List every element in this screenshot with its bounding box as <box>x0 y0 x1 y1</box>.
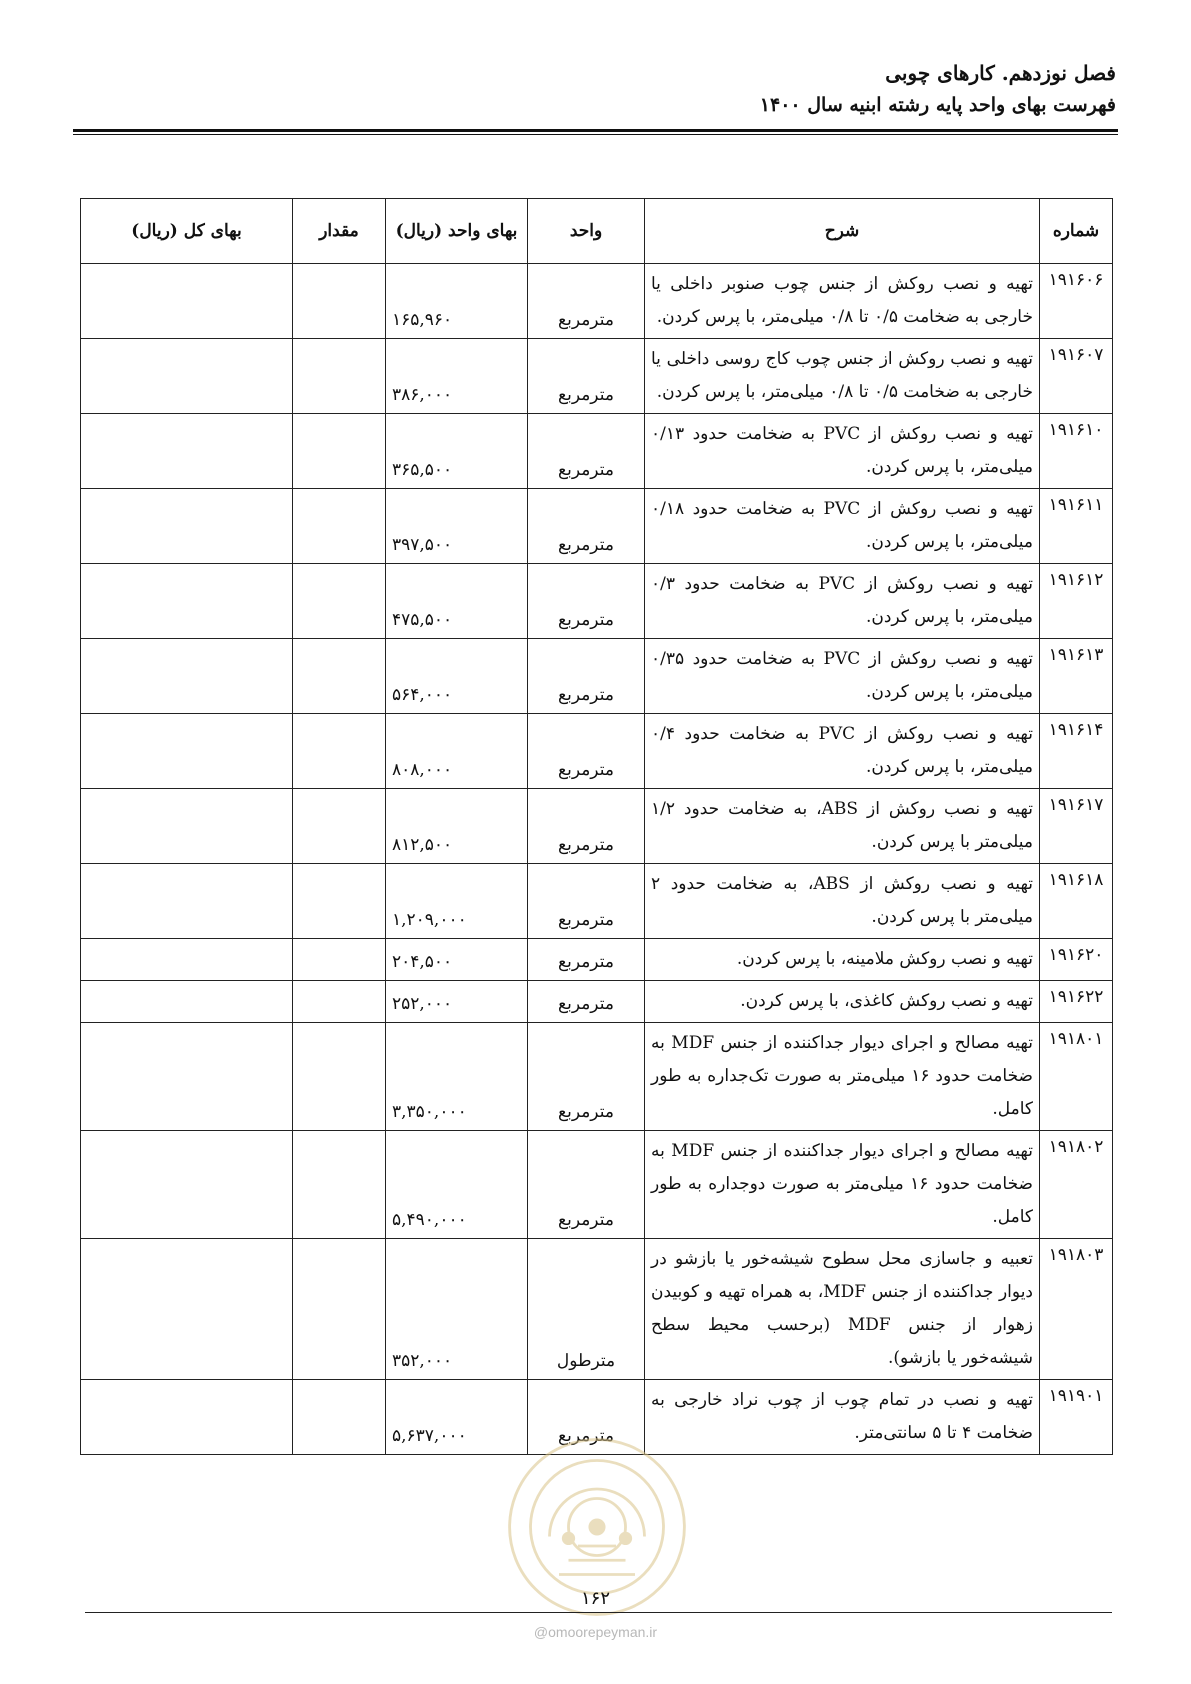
row-quantity <box>293 1023 386 1131</box>
row-number: ۱۹۱۶۱۰ <box>1040 414 1113 489</box>
row-quantity <box>293 489 386 564</box>
row-number: ۱۹۱۶۱۷ <box>1040 789 1113 864</box>
table-row <box>81 1131 1113 1239</box>
row-quantity <box>293 264 386 339</box>
row-unit: مترمربع <box>528 1131 645 1239</box>
row-unit: مترمربع <box>528 564 645 639</box>
row-unit-price: ۱۶۵,۹۶۰ <box>386 264 528 339</box>
row-unit: مترمربع <box>528 339 645 414</box>
price-list-table <box>80 198 1113 1455</box>
row-quantity <box>293 564 386 639</box>
row-total-price <box>81 639 293 714</box>
row-total-price <box>81 414 293 489</box>
row-unit: مترمربع <box>528 639 645 714</box>
col-header-description: شرح <box>645 199 1040 264</box>
document-subtitle: فهرست بهای واحد پایه رشته ابنیه سال ۱۴۰۰ <box>759 94 1116 116</box>
table-row <box>81 339 1113 414</box>
header-rule-thin <box>73 134 1118 135</box>
row-quantity <box>293 339 386 414</box>
row-unit-price: ۸۱۲,۵۰۰ <box>386 789 528 864</box>
footer-rule <box>85 1612 1112 1613</box>
col-header-total-price: بهای کل (ریال) <box>81 199 293 264</box>
row-unit: مترمربع <box>528 1023 645 1131</box>
row-number: ۱۹۱۶۰۷ <box>1040 339 1113 414</box>
row-description: تهیه و نصب روکش از PVC به ضخامت حدود ۰/۴ میلی‌متر، با پرس کردن. <box>645 714 1040 789</box>
row-total-price <box>81 1239 293 1380</box>
row-unit: مترمربع <box>528 981 645 1023</box>
row-total-price <box>81 789 293 864</box>
row-unit-price: ۵۶۴,۰۰۰ <box>386 639 528 714</box>
row-description: تهیه مصالح و اجرای دیوار جداکننده از جنس MDF به ضخامت حدود ۱۶ میلی‌متر به صورت تک‌جداره به طور کامل. <box>645 1023 1040 1131</box>
row-number: ۱۹۱۶۱۳ <box>1040 639 1113 714</box>
row-quantity <box>293 1131 386 1239</box>
table-row <box>81 714 1113 789</box>
table-row <box>81 489 1113 564</box>
row-unit: مترمربع <box>528 939 645 981</box>
table-row <box>81 264 1113 339</box>
table-row <box>81 639 1113 714</box>
row-quantity <box>293 789 386 864</box>
row-description: تهیه و نصب روکش از جنس چوب کاج روسی داخلی یا خارجی به ضخامت ۰/۵ تا ۰/۸ میلی‌متر، با پرس کردن. <box>645 339 1040 414</box>
row-description: تهیه و نصب روکش از PVC به ضخامت حدود ۰/۱۳ میلی‌متر، با پرس کردن. <box>645 414 1040 489</box>
row-description: تهیه و نصب روکش از جنس چوب صنوبر داخلی یا خارجی به ضخامت ۰/۵ تا ۰/۸ میلی‌متر، با پرس کردن. <box>645 264 1040 339</box>
col-header-number: شماره <box>1040 199 1113 264</box>
col-header-quantity: مقدار <box>293 199 386 264</box>
page-number: ۱۶۲ <box>580 1588 610 1609</box>
table-row <box>81 414 1113 489</box>
row-total-price <box>81 489 293 564</box>
row-unit: مترمربع <box>528 489 645 564</box>
website-watermark: @omoorepeyman.ir <box>533 1624 658 1640</box>
chapter-title: فصل نوزدهم. کارهای چوبی <box>885 61 1116 85</box>
row-total-price <box>81 1131 293 1239</box>
table-row <box>81 864 1113 939</box>
row-total-price <box>81 339 293 414</box>
row-number: ۱۹۱۸۰۱ <box>1040 1023 1113 1131</box>
row-description: تهیه و نصب روکش از PVC به ضخامت حدود ۰/۱۸ میلی‌متر، با پرس کردن. <box>645 489 1040 564</box>
row-description: تهیه و نصب روکش کاغذی، با پرس کردن. <box>645 981 1040 1023</box>
row-description: تهیه و نصب در تمام چوب از چوب نراد خارجی به ضخامت ۴ تا ۵ سانتی‌متر. <box>645 1380 1040 1455</box>
row-quantity <box>293 414 386 489</box>
row-unit: مترمربع <box>528 864 645 939</box>
row-number: ۱۹۱۸۰۲ <box>1040 1131 1113 1239</box>
row-quantity <box>293 714 386 789</box>
header-rule-thick <box>73 129 1118 132</box>
row-total-price <box>81 1023 293 1131</box>
row-total-price <box>81 981 293 1023</box>
table-row <box>81 1023 1113 1131</box>
row-number: ۱۹۱۶۰۶ <box>1040 264 1113 339</box>
row-unit-price: ۳۵۲,۰۰۰ <box>386 1239 528 1380</box>
row-unit-price: ۲۵۲,۰۰۰ <box>386 981 528 1023</box>
row-number: ۱۹۱۶۱۸ <box>1040 864 1113 939</box>
row-unit: مترمربع <box>528 414 645 489</box>
row-quantity <box>293 639 386 714</box>
row-unit-price: ۳۹۷,۵۰۰ <box>386 489 528 564</box>
row-description: تهیه و نصب روکش از ABS، به ضخامت حدود ۲ میلی‌متر با پرس کردن. <box>645 864 1040 939</box>
row-unit-price: ۳۶۵,۵۰۰ <box>386 414 528 489</box>
table-body <box>81 264 1113 1455</box>
row-number: ۱۹۱۶۲۰ <box>1040 939 1113 981</box>
row-total-price <box>81 1380 293 1455</box>
row-total-price <box>81 864 293 939</box>
col-header-unit: واحد <box>528 199 645 264</box>
table-row <box>81 789 1113 864</box>
row-number: ۱۹۱۹۰۱ <box>1040 1380 1113 1455</box>
row-unit: مترمربع <box>528 714 645 789</box>
row-quantity <box>293 981 386 1023</box>
row-quantity <box>293 1380 386 1455</box>
row-number: ۱۹۱۸۰۳ <box>1040 1239 1113 1380</box>
row-number: ۱۹۱۶۲۲ <box>1040 981 1113 1023</box>
row-description: تهیه و نصب روکش ملامینه، با پرس کردن. <box>645 939 1040 981</box>
col-header-unit-price: بهای واحد (ریال) <box>386 199 528 264</box>
row-quantity <box>293 1239 386 1380</box>
row-quantity <box>293 939 386 981</box>
row-unit-price: ۵,۶۳۷,۰۰۰ <box>386 1380 528 1455</box>
table-row <box>81 564 1113 639</box>
row-description: تهیه مصالح و اجرای دیوار جداکننده از جنس MDF به ضخامت حدود ۱۶ میلی‌متر به صورت دوجداره به طور کامل. <box>645 1131 1040 1239</box>
row-total-price <box>81 714 293 789</box>
row-total-price <box>81 564 293 639</box>
row-unit-price: ۸۰۸,۰۰۰ <box>386 714 528 789</box>
page-header <box>760 58 1116 120</box>
row-unit: مترمربع <box>528 264 645 339</box>
row-description: تهیه و نصب روکش از ABS، به ضخامت حدود ۱/۲ میلی‌متر با پرس کردن. <box>645 789 1040 864</box>
row-unit-price: ۳,۳۵۰,۰۰۰ <box>386 1023 528 1131</box>
row-description: تهیه و نصب روکش از PVC به ضخامت حدود ۰/۳ میلی‌متر، با پرس کردن. <box>645 564 1040 639</box>
row-description: تهیه و نصب روکش از PVC به ضخامت حدود ۰/۳۵ میلی‌متر، با پرس کردن. <box>645 639 1040 714</box>
row-number: ۱۹۱۶۱۴ <box>1040 714 1113 789</box>
row-unit-price: ۲۰۴,۵۰۰ <box>386 939 528 981</box>
row-total-price <box>81 264 293 339</box>
row-total-price <box>81 939 293 981</box>
row-unit-price: ۱,۲۰۹,۰۰۰ <box>386 864 528 939</box>
row-number: ۱۹۱۶۱۱ <box>1040 489 1113 564</box>
row-quantity <box>293 864 386 939</box>
row-unit: مترمربع <box>528 789 645 864</box>
row-number: ۱۹۱۶۱۲ <box>1040 564 1113 639</box>
row-unit-price: ۳۸۶,۰۰۰ <box>386 339 528 414</box>
table-row <box>81 939 1113 981</box>
row-unit: مترطول <box>528 1239 645 1380</box>
row-unit-price: ۵,۴۹۰,۰۰۰ <box>386 1131 528 1239</box>
table-header-row <box>81 199 1113 264</box>
row-unit-price: ۴۷۵,۵۰۰ <box>386 564 528 639</box>
row-unit: مترمربع <box>528 1380 645 1455</box>
table-row <box>81 981 1113 1023</box>
row-description: تعبیه و جاسازی محل سطوح شیشه‌خور یا بازشو در دیوار جداکننده از جنس MDF، به همراه تهیه و کوبیدن زهوار از جنس MDF (برحسب محیط سطح شیشه‌خور یا بازشو). <box>645 1239 1040 1380</box>
table-row <box>81 1239 1113 1380</box>
